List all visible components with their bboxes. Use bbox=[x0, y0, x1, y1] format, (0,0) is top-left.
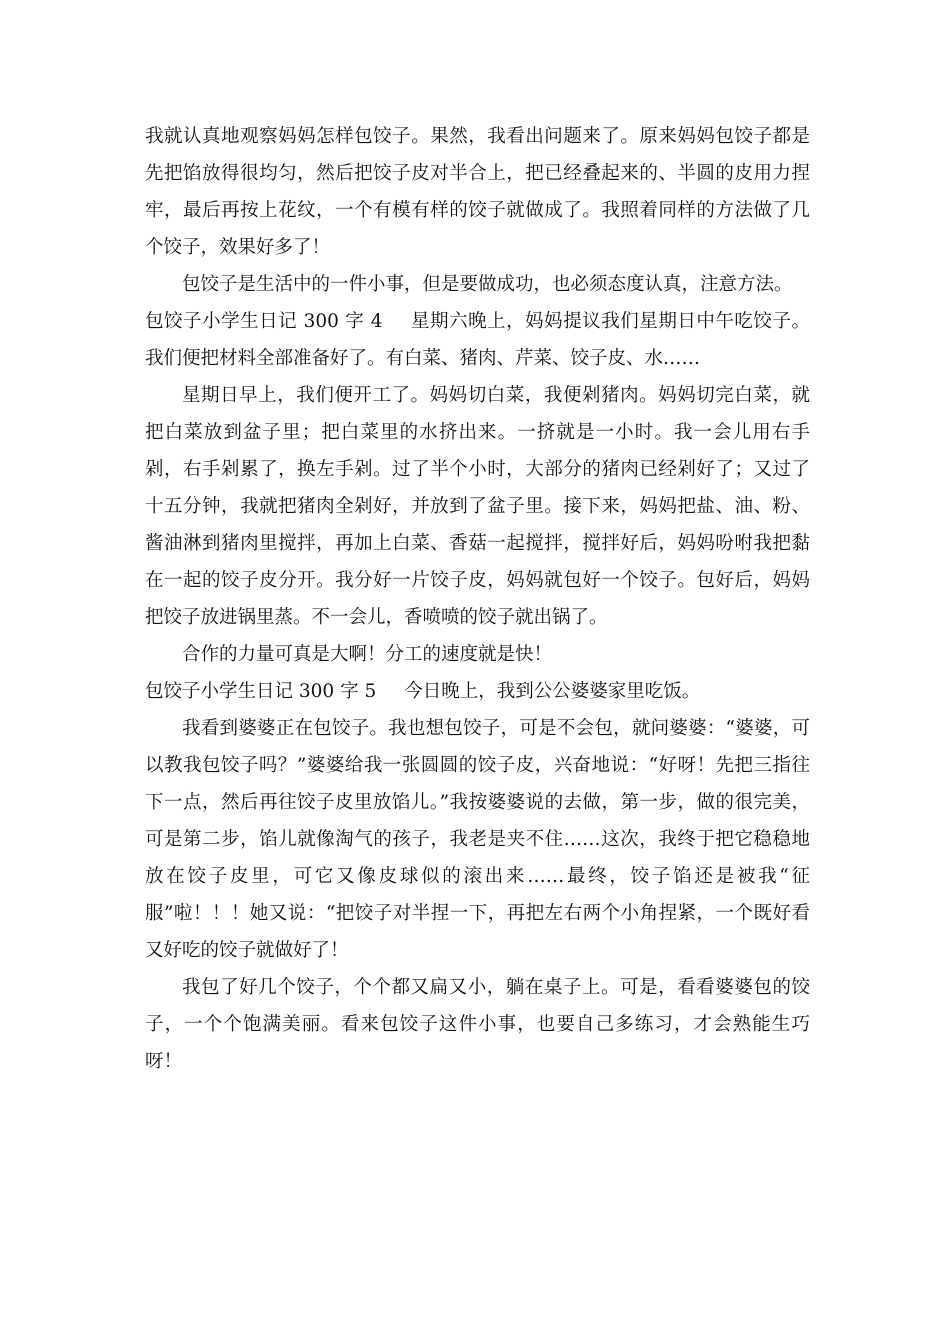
section-heading-5 bbox=[145, 673, 810, 710]
paragraph-practice: 我包了好几个饺子，个个都又扁又小，躺在桌子上。可是，看看婆婆包的饺子，一个个饱满美丽。看来包饺子这件小事，也要自己多练习，才会熟能生巧呀！ bbox=[145, 977, 810, 1072]
diary-title-5: 包饺子小学生日记 300 字 5 bbox=[145, 681, 377, 702]
paragraph-observe: 我就认真地观察妈妈怎样包饺子。果然，我看出问题来了。原来妈妈包饺子都是先把馅放得很均匀，然后把饺子皮对半合上，把已经叠起来的、半圆的皮用力捏牢，最后再按上花纹，一个有模有样的饺子就做成了。我照着同样的方法做了几个饺子，效果好多了！ bbox=[145, 126, 810, 258]
paragraph-tonight: 今日晚上，我到公公婆婆家里吃饭。 bbox=[404, 681, 701, 702]
paragraph-cooperation: 合作的力量可真是大啊！分工的速度就是快！ bbox=[182, 644, 553, 665]
paragraph-lesson: 包饺子是生活中的一件小事，但是要做成功，也必须态度认真，注意方法。 bbox=[182, 274, 793, 295]
section-heading-4 bbox=[145, 303, 810, 377]
paragraph-saturday: 星期六晚上，妈妈提议我们星期日中午吃饺子。我们便把材料全部准备好了。有白菜、猪肉、芹菜、饺子皮、水…… bbox=[145, 311, 810, 369]
diary-text bbox=[145, 118, 810, 1080]
diary-title-4: 包饺子小学生日记 300 字 4 bbox=[145, 311, 383, 332]
paragraph-sunday: 星期日早上，我们便开工了。妈妈切白菜，我便剁猪肉。妈妈切完白菜，就把白菜放到盆子里；把白菜里的水挤出来。一挤就是一小时。我一会儿用右手剁，右手剁累了，换左手剁。过了半个小时，大部分的猪肉已经剁好了；又过了十五分钟，我就把猪肉全剁好，并放到了盆子里。接下来，妈妈把盐、油、粉、酱油淋到猪肉里搅拌，再加上白菜、香菇一起搅拌，搅拌好后，妈妈吩咐我把黏在一起的饺子皮分开。我分好一片饺子皮，妈妈就包好一个饺子。包好后，妈妈把饺子放进锅里蒸。不一会儿，香喷喷的饺子就出锅了。 bbox=[145, 385, 810, 628]
paragraph-grandma: 我看到婆婆正在包饺子。我也想包饺子，可是不会包，就问婆婆：“婆婆，可以教我包饺子吗？”婆婆给我一张圆圆的饺子皮，兴奋地说：“好呀！先把三指往下一点，然后再往饺子皮里放馅儿。”我按婆婆说的去做，第一步，做的很完美，可是第二步，馅儿就像淘气的孩子，我老是夹不住……这次，我终于把它稳稳地放在饺子皮里，可它又像皮球似的滚出来……最终，饺子馅还是被我“征服”啦！！！她又说：“把饺子对半捏一下，再把左右两个小角捏紧，一个既好看又好吃的饺子就做好了！ bbox=[145, 718, 810, 961]
